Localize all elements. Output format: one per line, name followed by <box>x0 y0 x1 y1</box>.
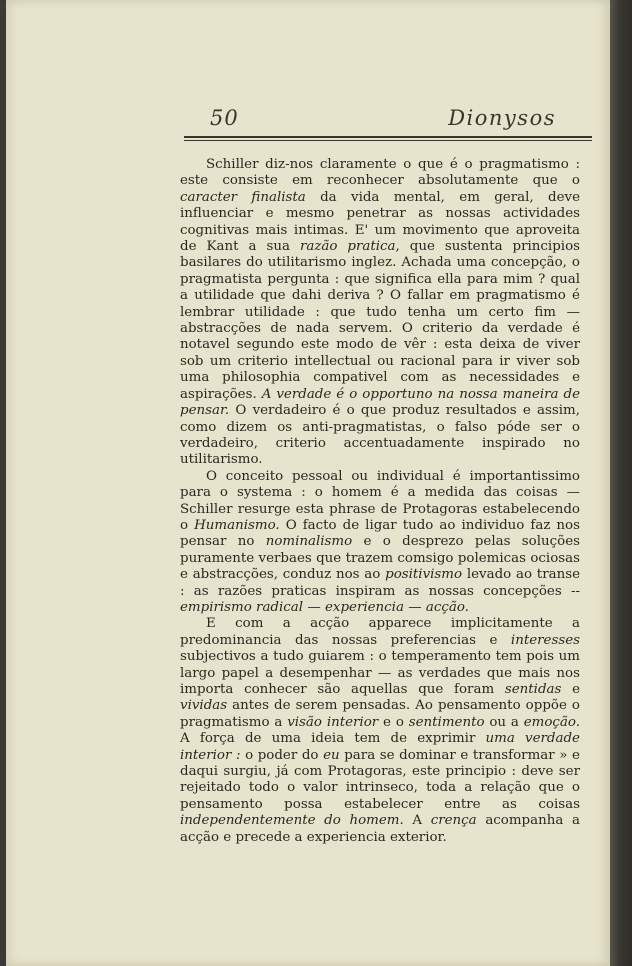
italic-run: vividas <box>180 698 228 714</box>
text-run: ou a <box>484 714 524 730</box>
body-text <box>180 157 580 846</box>
italic-run: eu <box>323 747 340 763</box>
header-rule-thick <box>184 136 592 138</box>
paragraph-2 <box>180 469 580 617</box>
text-run: antes de serem pensadas. Ao pensamento oppõe o pragmatismo a <box>180 698 580 730</box>
paragraph-3 <box>180 616 580 846</box>
italic-run: sentimento <box>408 714 485 730</box>
text-run: acompanha a acção e precede a experiencia exterior. <box>180 813 580 845</box>
italic-run: nominalismo <box>265 534 353 550</box>
text-run: A força de uma ideia tem de exprimir <box>180 731 486 747</box>
text-run: O verdadeiro é o que produz resultados e assim, como dizem os anti-pragmatistas, o falso póde ser o verdadeiro, criterio accentuadamente inspirado no utilitarismo. <box>180 403 580 468</box>
italic-run: experiencia <box>324 599 404 615</box>
paragraph-1 <box>180 157 580 469</box>
italic-run: caracter finalista <box>180 189 306 205</box>
text-run: e o desprezo pelas soluções puramente verbaes que trazem comsigo polemicas ociosas e abstracções, conduz nos ao <box>180 534 581 583</box>
running-title: Dionysos <box>448 106 556 130</box>
text-run: para se dominar e transformar » e daqui surgiu, já com Protagoras, este principio : deve ser rejeitado todo o valor intrinseco, toda a relação que o pensamento possa estabelecer entre as coisas <box>180 747 580 812</box>
italic-run: A verdade é o opportuno na nossa maneira de pensar. <box>180 386 580 419</box>
text-run: da vida mental, em geral, deve influenciar e mesmo penetrar as nossas actividades cognitivas mais intimas. E' um movimento que aproveita de Kant a sua <box>180 189 580 255</box>
text-run: o poder do <box>240 747 324 763</box>
book-edge <box>610 0 632 966</box>
text-run: levado ao transe : as razões praticas inspiram as nossas concepções -- <box>180 567 580 599</box>
italic-run: emoção. <box>523 714 580 730</box>
text-run: subjectivos a tudo guiarem : o temperamento tem pois um largo papel a desempenhar — as verdades que mais nos importa conhecer são aquellas que foram <box>180 649 580 697</box>
italic-run: independentemente do homem. <box>180 813 404 829</box>
text-run: O conceito pessoal ou individual é importantissimo para o systema : o homem é a medida das coisas — Schiller resurge esta phrase de Protagoras estabelecendo o <box>180 468 580 533</box>
italic-run: Humanismo. <box>194 517 280 533</box>
text-run: e <box>561 682 581 697</box>
italic-run: sentidas <box>504 682 562 697</box>
text-run: e o <box>378 714 409 730</box>
text-run: O facto de ligar tudo ao individuo faz nos pensar no <box>180 517 580 550</box>
book-page <box>6 0 610 966</box>
text-run: Schiller diz-nos claramente o que é o pragmatismo : este consiste em reconhecer absolutamente que o <box>180 157 580 189</box>
page-number: 50 <box>210 106 239 130</box>
text-run: , que sustenta principios basilares do utilitarismo inglez. Achada uma concepção, o pragmatista pergunta : que significa ella para mim ? qual a utilidade que dahi deriva ? O fallar em pragmatismo é lembrar utilidade : que tudo tenha um certo fim — abstracções de nada servem. O criterio da verdade é notavel segundo este modo de vêr : esta deixa de viver sob um criterio intellectual ou racional para ir viver sob uma philosophia compativel com as necessidades e aspirações. <box>180 239 580 402</box>
italic-run: uma verdade interior : <box>180 731 580 763</box>
italic-run: razão pratica <box>299 239 396 255</box>
text-run: — <box>303 599 325 615</box>
text-run: — <box>403 599 426 615</box>
italic-run: acção. <box>425 599 469 615</box>
italic-run: interesses <box>510 632 580 648</box>
header-rule-thin <box>184 140 592 141</box>
text-run: E com a acção apparece implicitamente a predominancia das nossas preferencias e <box>180 616 580 648</box>
italic-run: empirismo radical <box>180 599 304 615</box>
text-run: A <box>403 813 431 829</box>
italic-run: visão interior <box>287 714 379 730</box>
running-header <box>202 104 586 134</box>
italic-run: positivismo <box>385 567 463 583</box>
italic-run: crença <box>430 813 477 829</box>
